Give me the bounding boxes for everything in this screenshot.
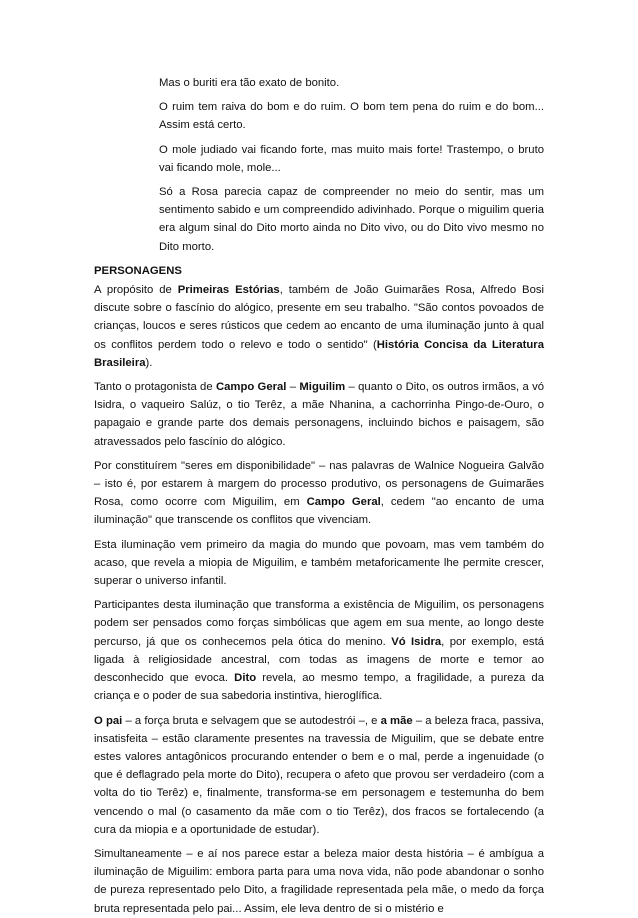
text-run: Simultaneamente – e aí nos parece estar a beleza maior desta história – é ambígua a iluminação de Miguilim: embora parta para uma nova vida, não pode abandonar o sonho de pureza representado pelo Dito, a fragilidade representada pela mãe, o medo da força bruta representada pelo pai... Assim, ele leva dentro de si o mistério e [94, 847, 544, 915]
text-run: – [286, 381, 300, 394]
body-paragraph [94, 596, 544, 705]
bold-term: Campo Geral [306, 496, 381, 509]
bold-term: Vó Isidra [391, 635, 442, 648]
body-column [94, 262, 544, 918]
body-paragraph [94, 281, 544, 372]
text-run: revela, ao mesmo tempo, a fragilidade, a pureza da criança e o poder de sua sabedoria instintiva, hieroglífica. [94, 672, 544, 703]
bold-term: Primeiras Estórias [177, 284, 280, 297]
quote-block [159, 74, 544, 256]
text-run: ). [145, 356, 153, 369]
text-run: Tanto o protagonista de [94, 381, 216, 394]
bold-term: Campo Geral [215, 381, 287, 394]
bold-term: Dito [234, 672, 257, 685]
text-run: – a beleza fraca, passiva, insatisfeita – estão claramente presentes na travessia de Miguilim, que se debate entre estes valores antagônicos procurando entender o bem e o mal, perde a ingenuidade (o que é deflagrado pela morte do Dito), recupera o afeto que provou ser verdadeiro (com a volta do tio Terêz) e, finalmente, transforma-se em personagem e testemunha do bem vencendo o mal (o casamento da mãe com o tio Terêz), dos fracos se fortalecendo (a cura da miopia e a oportunidade de estudar). [94, 714, 545, 836]
bold-term: Miguilim [299, 381, 346, 394]
body-paragraph [94, 536, 544, 591]
bold-term: O pai [94, 714, 123, 727]
text-run: – quanto o Dito, os outros irmãos, a vó Isidra, o vaqueiro Salúz, o tio Terêz, a mãe Nhanina, a cachorrinha Pingo-de-Ouro, o papagaio e grande parte dos demais personagens, incluindo bichos e paisagem, são atravessados pelo fascínio do alógico. [94, 381, 545, 448]
text-run: Esta iluminação vem primeiro da magia do mundo que povoam, mas vem também do acaso, que revela a miopia de Miguilim, e também metaforicamente lhe permite crescer, superar o universo infantil. [94, 538, 544, 588]
bold-term: a mãe [380, 714, 413, 727]
bold-term: História Concisa da Literatura Brasileira [94, 338, 544, 369]
quote-paragraph: O ruim tem raiva do bom e do ruim. O bom tem pena do ruim e do bom... Assim está certo. [159, 101, 544, 132]
quote-paragraph: O mole judiado vai ficando forte, mas muito mais forte! Trastempo, o bruto vai ficando mole, mole... [159, 143, 544, 174]
section-title: PERSONAGENS [94, 264, 182, 277]
text-run: – a força bruta e selvagem que se autodestrói –, e [122, 714, 381, 727]
text-run: A propósito de [94, 284, 178, 297]
body-paragraph [94, 378, 544, 451]
quote-paragraph: Mas o buriti era tão exato de bonito. [159, 77, 340, 89]
text-run: , por exemplo, está ligada à religiosidade ancestral, com todas as imagens de morte e temor ao desconhecido que evoca. [94, 635, 544, 685]
body-paragraphs [94, 281, 544, 918]
text-run: Por constituírem "seres em disponibilidade" – nas palavras de Walnice Nogueira Galvão – isto é, por estarem à margem do processo produtivo, os personagens de Guimarães Rosa, como ocorre com Miguilim, em [94, 459, 544, 509]
body-paragraph [94, 845, 544, 918]
body-paragraph [94, 457, 544, 530]
text-run: , cedem "ao encanto de uma iluminação" que transcende os conflitos que vivenciam. [94, 496, 544, 527]
text-run: Participantes desta iluminação que transforma a existência de Miguilim, os personagens podem ser pensados como forças simbólicas que agem em sua mente, ao longo deste percurso, já que os conhecemos pela ótica do menino. [94, 599, 544, 648]
quote-paragraph: Só a Rosa parecia capaz de compreender no meio do sentir, mas um sentimento sabido e um compreendido adivinhado. Porque o miguilim queria era algum sinal do Dito morto ainda no Dito vivo, ou do Dito vivo mesmo no Dito morto. [159, 186, 544, 253]
body-paragraph [94, 712, 544, 839]
text-run: , também de João Guimarães Rosa, Alfredo Bosi discute sobre o fascínio do alógico, presente em seu trabalho. "São contos povoados de crianças, loucos e seres rústicos que cedem ao encanto de uma iluminação junto à qual os conflitos perdem todo o relevo e todo o sentido" ( [94, 284, 545, 351]
